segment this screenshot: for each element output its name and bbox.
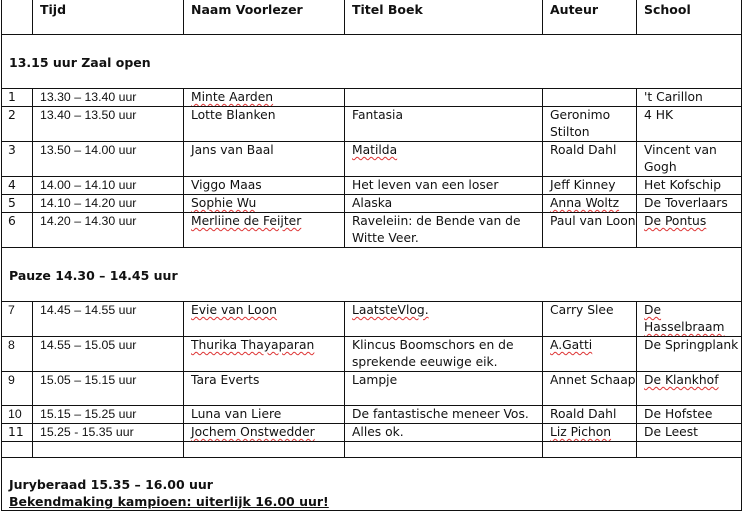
row-naam: Luna van Liere bbox=[184, 406, 345, 424]
row-auteur bbox=[543, 424, 637, 442]
row-naam bbox=[184, 337, 345, 372]
row-titel: Alles ok. bbox=[345, 424, 543, 442]
row-titel: Klincus Boomschors en de sprekende eeuwige eik. bbox=[345, 337, 543, 372]
school-text: De Hasselbraam bbox=[644, 303, 725, 334]
row-titel: Alaska bbox=[345, 195, 543, 213]
row-school: Het Kofschip bbox=[637, 177, 742, 195]
row-titel: Lampje bbox=[345, 372, 543, 406]
row-tijd: 14.20 – 14.30 uur bbox=[33, 213, 184, 248]
row-naam: Viggo Maas bbox=[184, 177, 345, 195]
row-tijd: 13.30 – 13.40 uur bbox=[33, 89, 184, 107]
row-nr: 8 bbox=[2, 337, 33, 372]
row-nr: 9 bbox=[2, 372, 33, 406]
row-school bbox=[637, 213, 742, 248]
table-row bbox=[2, 195, 742, 213]
row-naam bbox=[184, 302, 345, 337]
empty-cell bbox=[184, 442, 345, 458]
row-school bbox=[637, 372, 742, 406]
row-tijd: 15.25 - 15.35 uur bbox=[33, 424, 184, 442]
row-tijd: 14.55 – 15.05 uur bbox=[33, 337, 184, 372]
row-titel bbox=[345, 89, 543, 107]
table-row-empty bbox=[2, 442, 742, 458]
row-naam bbox=[184, 195, 345, 213]
row-tijd: 14.45 – 14.55 uur bbox=[33, 302, 184, 337]
row-titel: Raveleiin: de Bende van de Witte Veer. bbox=[345, 213, 543, 248]
row-auteur: Paul van Loon bbox=[543, 213, 637, 248]
row-auteur bbox=[543, 89, 637, 107]
titel-text: LaatsteVlog. bbox=[352, 303, 429, 317]
row-naam: Tara Everts bbox=[184, 372, 345, 406]
row-auteur: Jeff Kinney bbox=[543, 177, 637, 195]
row-auteur: Roald Dahl bbox=[543, 142, 637, 177]
row-tijd: 13.50 – 14.00 uur bbox=[33, 142, 184, 177]
row-auteur: Annet Schaap bbox=[543, 372, 637, 406]
row-nr: 2 bbox=[2, 107, 33, 142]
naam-text: Jochem Onstwedder bbox=[191, 425, 315, 439]
row-school: 4 HK bbox=[637, 107, 742, 142]
table-row bbox=[2, 213, 742, 248]
row-tijd: 14.10 – 14.20 uur bbox=[33, 195, 184, 213]
row-nr: 6 bbox=[2, 213, 33, 248]
row-tijd: 15.15 – 15.25 uur bbox=[33, 406, 184, 424]
row-auteur bbox=[543, 195, 637, 213]
titel-text: Matilda bbox=[352, 143, 398, 157]
table-row bbox=[2, 302, 742, 337]
row-auteur: Carry Slee bbox=[543, 302, 637, 337]
row-auteur bbox=[543, 337, 637, 372]
table-row bbox=[2, 337, 742, 372]
header-auteur: Auteur bbox=[543, 0, 637, 35]
row-nr: 4 bbox=[2, 177, 33, 195]
row-nr: 5 bbox=[2, 195, 33, 213]
row-tijd: 14.00 – 14.10 uur bbox=[33, 177, 184, 195]
empty-cell bbox=[543, 442, 637, 458]
header-school: School bbox=[637, 0, 742, 35]
row-naam bbox=[184, 213, 345, 248]
table-row bbox=[2, 107, 742, 142]
section-row-pause bbox=[2, 248, 742, 302]
row-nr: 10 bbox=[2, 406, 33, 424]
header-titel: Titel Boek bbox=[345, 0, 543, 35]
school-text: De Pontus bbox=[644, 214, 707, 228]
header-naam: Naam Voorlezer bbox=[184, 0, 345, 35]
header-tijd: Tijd bbox=[33, 0, 184, 35]
schedule-table bbox=[1, 0, 742, 511]
header-nr bbox=[2, 0, 33, 35]
row-school: Vincent van Gogh bbox=[637, 142, 742, 177]
row-school: 't Carillon bbox=[637, 89, 742, 107]
naam-text: Evie van Loon bbox=[191, 303, 277, 317]
row-school: De Hofstee bbox=[637, 406, 742, 424]
naam-text: Thurika Thayaparan bbox=[191, 338, 315, 352]
row-tijd: 13.40 – 13.50 uur bbox=[33, 107, 184, 142]
naam-text: Sophie Wu bbox=[191, 196, 257, 210]
table-row bbox=[2, 406, 742, 424]
row-titel: Fantasia bbox=[345, 107, 543, 142]
row-nr: 7 bbox=[2, 302, 33, 337]
naam-text: Merliine de Feijter bbox=[191, 214, 302, 228]
school-text: De Klankhof bbox=[644, 373, 719, 387]
table-row bbox=[2, 424, 742, 442]
empty-cell bbox=[33, 442, 184, 458]
row-nr: 3 bbox=[2, 142, 33, 177]
row-naam bbox=[184, 89, 345, 107]
auteur-text: Anna Woltz bbox=[550, 196, 620, 210]
row-titel: Het leven van een loser bbox=[345, 177, 543, 195]
row-school: De Toverlaars bbox=[637, 195, 742, 213]
row-auteur: Geronimo Stilton bbox=[543, 107, 637, 142]
row-naam: Lotte Blanken bbox=[184, 107, 345, 142]
empty-cell bbox=[2, 442, 33, 458]
empty-cell bbox=[345, 442, 543, 458]
row-nr: 1 bbox=[2, 89, 33, 107]
row-tijd: 15.05 – 15.15 uur bbox=[33, 372, 184, 406]
section-row-opening bbox=[2, 35, 742, 89]
table-row bbox=[2, 142, 742, 177]
row-nr: 11 bbox=[2, 424, 33, 442]
row-naam: Jans van Baal bbox=[184, 142, 345, 177]
empty-cell bbox=[637, 442, 742, 458]
jury-deliberation-text: Juryberaad 15.35 – 16.00 uur bbox=[9, 477, 213, 492]
row-school bbox=[637, 302, 742, 337]
row-titel: De fantastische meneer Vos. bbox=[345, 406, 543, 424]
row-titel bbox=[345, 302, 543, 337]
row-titel bbox=[345, 142, 543, 177]
naam-text: Minte Aarden bbox=[191, 90, 274, 104]
row-naam bbox=[184, 424, 345, 442]
row-school: De Springplank bbox=[637, 337, 742, 372]
table-row bbox=[2, 177, 742, 195]
pause-label: Pauze 14.30 – 14.45 uur bbox=[2, 248, 742, 302]
champion-announcement-text: Bekendmaking kampioen: uiterlijk 16.00 uur! bbox=[9, 494, 329, 509]
table-row bbox=[2, 372, 742, 406]
row-school: De Leest bbox=[637, 424, 742, 442]
header-row bbox=[2, 0, 742, 35]
opening-label: 13.15 uur Zaal open bbox=[2, 35, 742, 89]
table-row bbox=[2, 89, 742, 107]
auteur-text: A.Gatti bbox=[550, 338, 593, 352]
auteur-text: Liz Pichon bbox=[550, 425, 612, 439]
row-auteur: Roald Dahl bbox=[543, 406, 637, 424]
